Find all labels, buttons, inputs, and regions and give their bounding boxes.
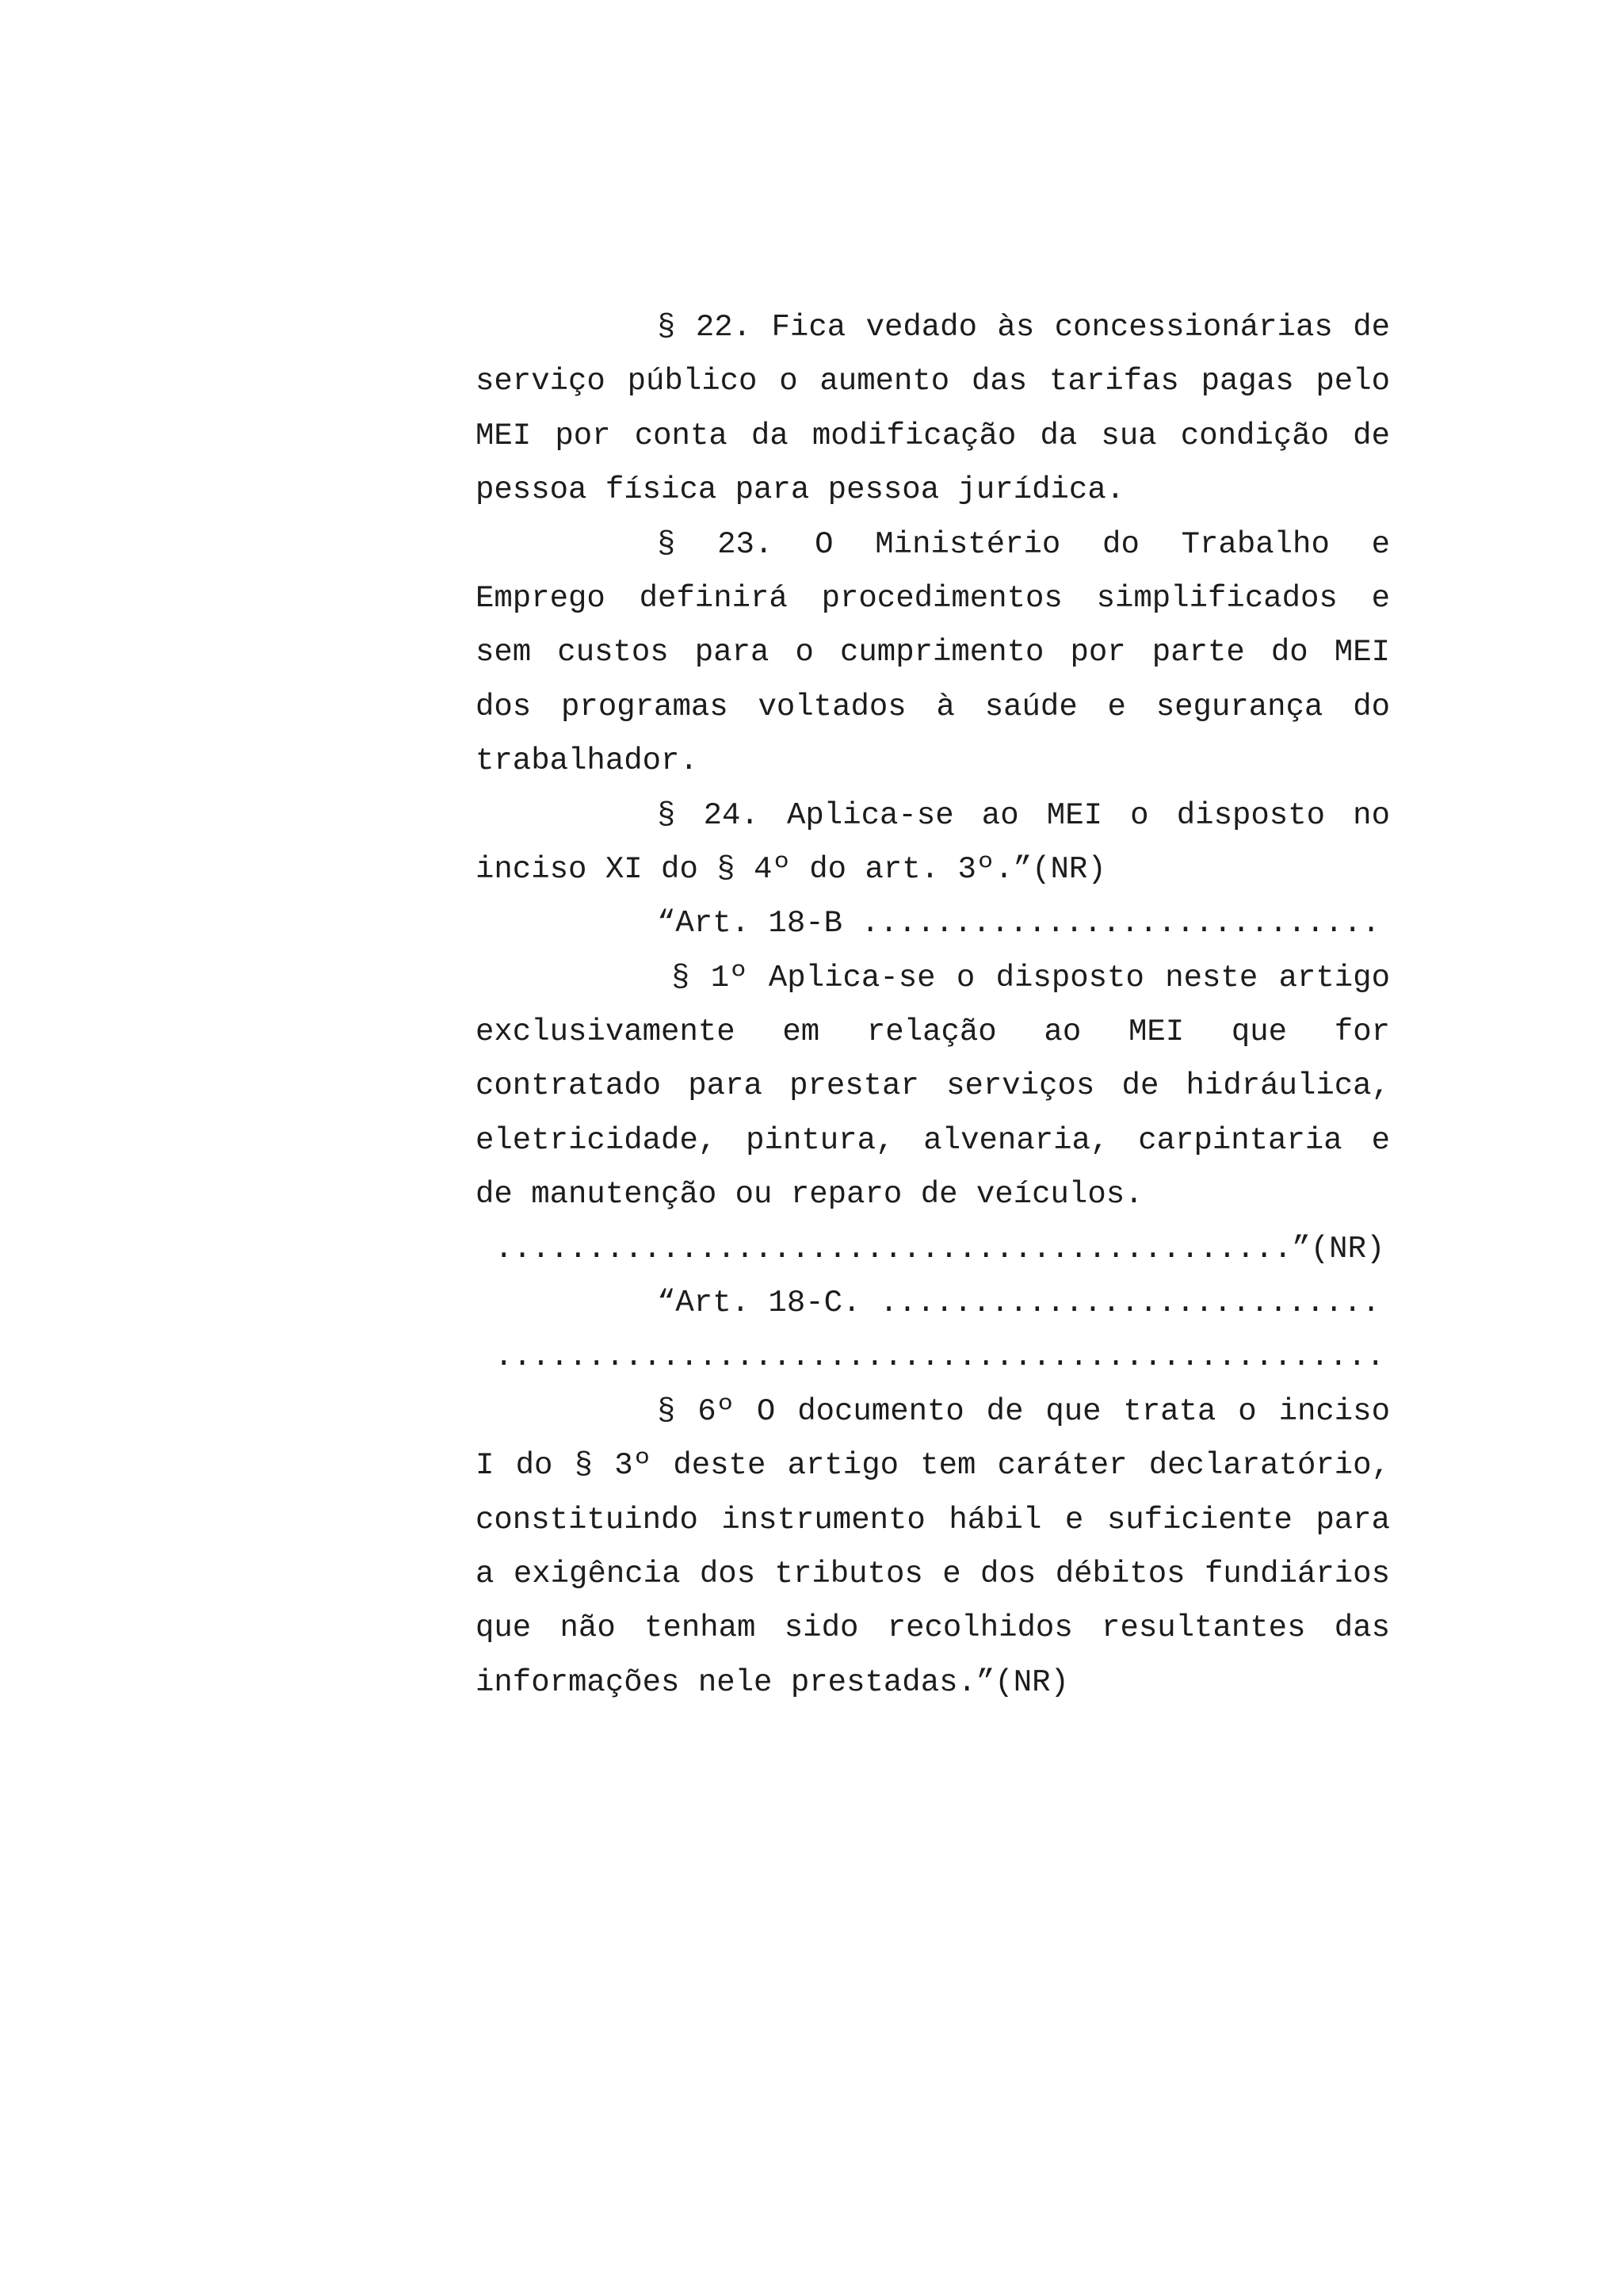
paragraph-6-line: I do § 3º deste artigo tem caráter declaratório, — [475, 1448, 1390, 1484]
paragraph-22-heading-line: § 22. Fica vedado às concessionárias de — [657, 310, 1390, 345]
paragraph-23-line: dos programas voltados à saúde e segurança do — [475, 689, 1390, 724]
paragraph-24-last-line: inciso XI do § 4º do art. 3º.”(NR) — [475, 851, 1106, 887]
paragraph-23-last-line: trabalhador. — [475, 743, 698, 779]
paragraph-22-last-line: pessoa física para pessoa jurídica. — [475, 472, 1125, 508]
paragraph-1-line: eletricidade, pintura, alvenaria, carpintaria e — [475, 1122, 1390, 1158]
paragraph-24-heading-line: § 24. Aplica-se ao MEI o disposto no — [657, 797, 1390, 833]
article-18c-heading: “Art. 18-C. ........................... — [657, 1286, 1381, 1321]
paragraph-1-heading-line: § 1º Aplica-se o disposto neste artigo — [671, 960, 1390, 995]
paragraph-23-heading-line: § 23. O Ministério do Trabalho e — [657, 526, 1390, 562]
paragraph-6-line: que não tenham sido recolhidos resultantes das — [475, 1610, 1390, 1646]
paragraph-1-line: exclusivamente em relação ao MEI que for — [475, 1014, 1390, 1050]
article-18b-heading: “Art. 18-B ............................ — [657, 906, 1381, 942]
paragraph-23-line: sem custos para o cumprimento por parte do MEI — [475, 635, 1390, 670]
omission-dots-nr: ...........................................”(NR) — [495, 1231, 1385, 1266]
paragraph-6-line: a exigência dos tributos e dos débitos fundiários — [475, 1556, 1390, 1591]
paragraph-6-line: constituindo instrumento hábil e suficiente para — [475, 1502, 1390, 1538]
paragraph-22-line: MEI por conta da modificação da sua condição de — [475, 418, 1390, 453]
document-body — [475, 300, 1390, 1710]
omission-dots: ................................................ — [495, 1339, 1385, 1375]
paragraph-1-line: contratado para prestar serviços de hidráulica, — [475, 1068, 1390, 1104]
paragraph-6-last-line: informações nele prestadas.”(NR) — [475, 1664, 1069, 1700]
paragraph-22-line: serviço público o aumento das tarifas pagas pelo — [475, 364, 1390, 399]
paragraph-1-last-line: de manutenção ou reparo de veículos. — [475, 1177, 1144, 1213]
paragraph-23-line: Emprego definirá procedimentos simplificados e — [475, 580, 1390, 616]
paragraph-6-heading-line: § 6º O documento de que trata o inciso — [657, 1393, 1390, 1429]
